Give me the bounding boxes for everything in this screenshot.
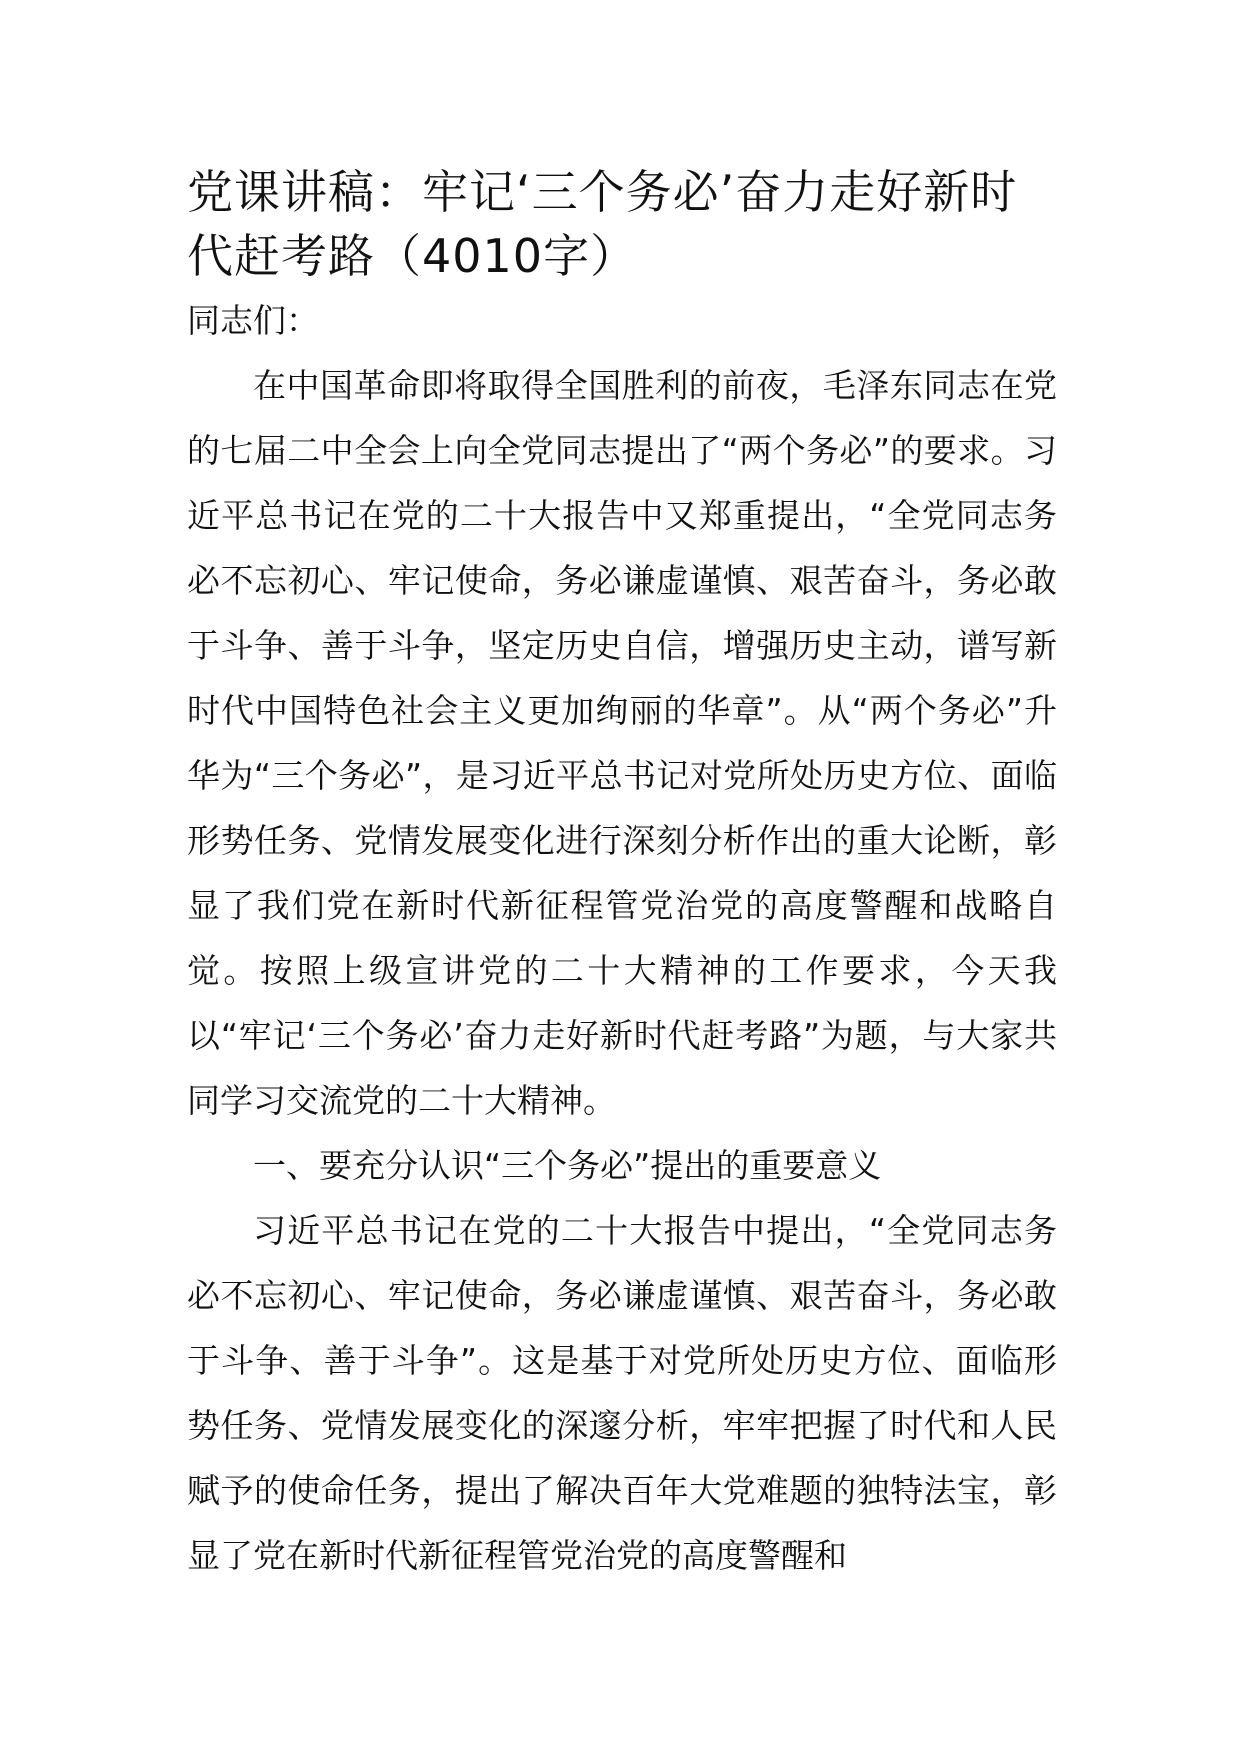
salutation: 同志们：: [187, 301, 319, 340]
document-title: 党课讲稿：牢记‘三个务必’奋力走好新时代赶考路（4010字）: [187, 165, 1018, 283]
intro-paragraph: 在中国革命即将取得全国胜利的前夜，毛泽东同志在党的七届二中全会上向全党同志提出了“两个务必”的要求。习近平总书记在党的二十大报告中又郑重提出，“全党同志务必不忘初心、牢记使命，务必谦虚谨慎、艰苦奋斗，务必敢于斗争、善于斗争，坚定历史自信，增强历史主动，谱写新时代中国特色社会主义更加绚丽的华章”。从“两个务必”升华为“三个务必”，是习近平总书记对党所处历史方位、面临形势任务、党情发展变化进行深刻分析作出的重大论断，彰显了我们党在新时代新征程管党治党的高度警醒和战略自觉。按照上级宣讲党的二十大精神的工作要求，今天我以“牢记‘三个务必’奋力走好新时代赶考路”为题，与大家共同学习交流党的二十大精神。: [187, 366, 1057, 1120]
section-heading: 一、要充分认识“三个务必”提出的重要意义: [253, 1146, 882, 1185]
document-page: [187, 160, 1057, 1588]
section-paragraph: 习近平总书记在党的二十大报告中提出，“全党同志务必不忘初心、牢记使命，务必谦虚谨慎、艰苦奋斗，务必敢于斗争、善于斗争”。这是基于对党所处历史方位、面临形势任务、党情发展变化的深邃分析，牢牢把握了时代和人民赋予的使命任务，提出了解决百年大党难题的独特法宝，彰显了党在新时代新征程管党治党的高度警醒和: [187, 1211, 1057, 1575]
